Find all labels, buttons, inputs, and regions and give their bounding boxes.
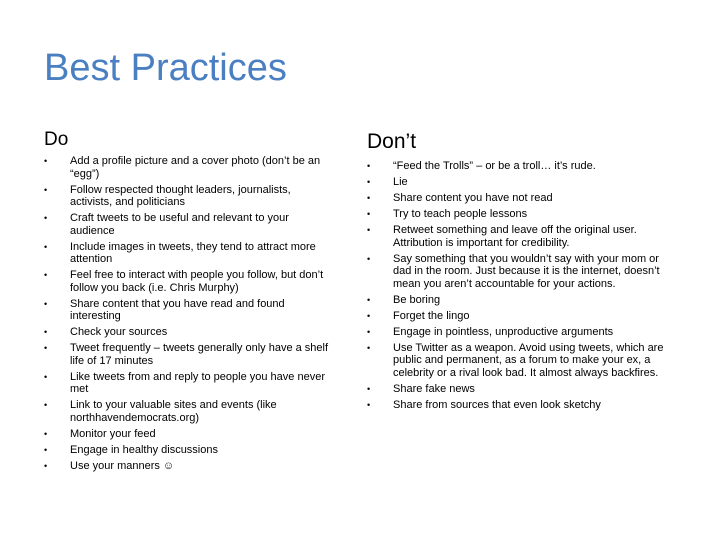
bullet-icon: •	[44, 343, 48, 353]
dont-heading: Don’t	[367, 130, 417, 153]
list-item	[44, 298, 334, 323]
list-item	[44, 460, 334, 473]
list-item-text: Engage in pointless, unproductive arguments	[393, 325, 614, 338]
list-item-text: Craft tweets to be useful and relevant to your audience	[70, 212, 289, 237]
list-item-text: Feel free to interact with people you follow, but don’t follow you back (i.e. Chris Murphy)	[70, 269, 324, 294]
bullet-icon: •	[367, 209, 371, 219]
list-item	[44, 342, 334, 367]
list-item-text: Like tweets from and reply to people you have never met	[70, 370, 325, 395]
list-item-text: Monitor your feed	[70, 427, 156, 440]
dont-list	[367, 160, 667, 411]
list-item	[44, 371, 334, 396]
list-item	[367, 253, 667, 291]
list-item-text: Include images in tweets, they tend to attract more attention	[70, 240, 316, 265]
bullet-icon: •	[44, 444, 48, 455]
list-item	[44, 326, 334, 339]
list-item-text: Retweet something and leave off the original user. Attribution is important for credibility.	[393, 224, 637, 249]
dont-column	[367, 128, 667, 415]
list-item	[44, 155, 334, 180]
list-item-text: Engage in healthy discussions	[70, 443, 218, 456]
list-item	[44, 269, 334, 294]
list-item-text: Check your sources	[70, 326, 168, 338]
bullet-icon: •	[367, 342, 371, 353]
bullet-icon: •	[367, 177, 371, 187]
list-item-text: Use your manners ☺	[70, 459, 175, 472]
list-item-text: Share content that you have read and found interesting	[70, 297, 285, 322]
bullet-icon: •	[44, 327, 48, 337]
list-item	[367, 326, 667, 339]
list-item-text: Share fake news	[393, 382, 475, 395]
list-item	[367, 192, 667, 205]
list-item-text: Forget the lingo	[393, 309, 470, 322]
list-item-text: Lie	[393, 176, 408, 188]
bullet-icon: •	[367, 294, 371, 305]
bullet-icon: •	[44, 460, 48, 471]
list-item	[367, 310, 667, 323]
bullet-icon: •	[367, 193, 371, 203]
bullet-icon: •	[44, 400, 48, 410]
list-item	[367, 224, 667, 249]
bullet-icon: •	[367, 253, 371, 264]
list-item-text: Follow respected thought leaders, journalists, activists, and politicians	[70, 183, 291, 208]
bullet-icon: •	[367, 399, 371, 410]
list-item-text: Use Twitter as a weapon. Avoid using tweets, which are public and permanent, as a forum to make your ex, a celebrity or a rival look bad. It almost always backfires.	[393, 341, 664, 379]
list-item	[367, 294, 667, 307]
list-item	[367, 208, 667, 221]
list-item	[44, 399, 334, 424]
bullet-icon: •	[44, 371, 48, 382]
list-item-text: Share content you have not read	[393, 192, 553, 204]
bullet-icon: •	[367, 383, 371, 394]
list-item-text: Add a profile picture and a cover photo (don’t be an “egg”)	[70, 155, 321, 180]
list-item	[44, 444, 334, 457]
bullet-icon: •	[367, 225, 371, 235]
list-item-text: Say something that you wouldn’t say with your mom or dad in the room. Just because it is the internet, doesn’t mean you aren’t accountable for your actions.	[393, 252, 660, 290]
do-column	[44, 128, 334, 476]
do-heading: Do	[44, 129, 69, 150]
list-item-text: Be boring	[393, 293, 441, 306]
bullet-icon: •	[44, 241, 48, 252]
list-item	[44, 428, 334, 441]
list-item	[44, 212, 334, 237]
list-item-text: Link to your valuable sites and events (like northhavendemocrats.org)	[70, 399, 277, 424]
list-item	[367, 383, 667, 396]
list-item-text: Try to teach people lessons	[393, 208, 528, 220]
slide-title: Best Practices	[44, 47, 287, 89]
list-item	[44, 184, 334, 209]
bullet-icon: •	[44, 213, 48, 223]
bullet-icon: •	[367, 326, 371, 337]
list-item	[367, 399, 667, 412]
list-item-text: Tweet frequently – tweets generally only have a shelf life of 17 minutes	[70, 342, 329, 367]
do-list	[44, 155, 334, 472]
list-item	[367, 342, 667, 380]
list-item	[367, 176, 667, 189]
bullet-icon: •	[44, 184, 48, 195]
list-item-text: Share from sources that even look sketchy	[393, 398, 601, 411]
bullet-icon: •	[367, 310, 371, 321]
bullet-icon: •	[44, 270, 48, 280]
bullet-icon: •	[367, 161, 371, 171]
list-item-text: “Feed the Trolls” – or be a troll… it’s rude.	[393, 160, 596, 172]
bullet-icon: •	[44, 156, 48, 166]
bullet-icon: •	[44, 428, 48, 439]
list-item	[367, 160, 667, 173]
list-item	[44, 241, 334, 266]
bullet-icon: •	[44, 298, 48, 309]
